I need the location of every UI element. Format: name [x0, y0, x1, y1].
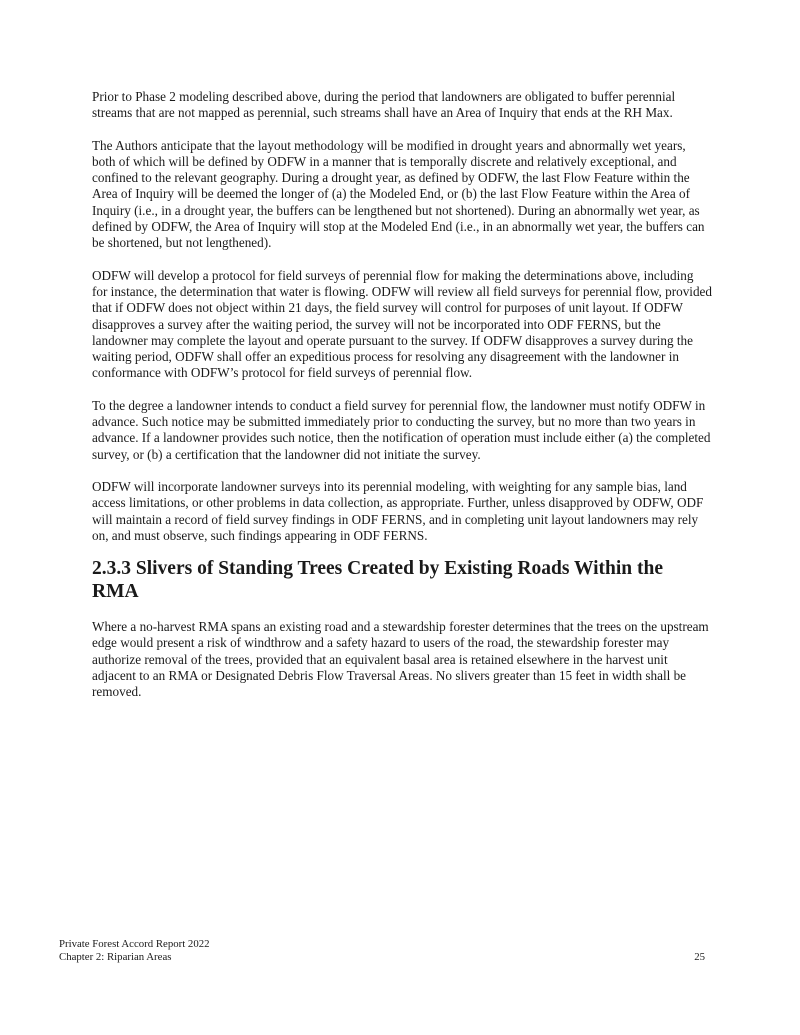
- page-content: [92, 89, 712, 717]
- paragraph-drought-years: The Authors anticipate that the layout methodology will be modified in drought years and abnormally wet years, both of which will be defined by ODFW in a manner that is temporally discrete and relatively exceptional, and confined to the relevant geography. During a drought year, as defined by ODFW, the last Flow Feature within the Area of Inquiry will be deemed the longer of (a) the Modeled End, or (b) the last Flow Feature within the Area of Inquiry (i.e., in a drought year, the buffers can be lengthened but not shortened). During an abnormally wet year, as defined by ODFW, the Area of Inquiry will stop at the Modeled End (i.e., in an abnormally wet year, the buffers can be shortened, but not lengthened).: [92, 137, 705, 251]
- section-heading: 2.3.3 Slivers of Standing Trees Created by Existing Roads Within the RMA: [92, 558, 663, 603]
- paragraph-rh-max: Prior to Phase 2 modeling described above, during the period that landowners are obligated to buffer perennial streams that are not mapped as perennial, such streams shall have an Area of Inquiry that ends at the RH Max.: [92, 89, 676, 121]
- paragraph-odfw-incorporate: ODFW will incorporate landowner surveys into its perennial modeling, with weighting for any sample bias, land access limitations, or other problems in data collection, as appropriate. Further, unless disapproved by ODFW, ODF will maintain a record of field survey findings in ODF FERNS, and in completing unit layout landowners may rely on, and must observe, such findings appearing in ODF FERNS.: [92, 478, 704, 543]
- footer-report-title: Private Forest Accord Report 2022: [59, 938, 210, 950]
- paragraph-slivers: Where a no-harvest RMA spans an existing road and a stewardship forester determines that the trees on the upstream edge would present a risk of windthrow and a safety hazard to users of the road, the stewardship forester may authorize removal of the trees, provided that an equivalent basal area is retained elsewhere in the harvest unit adjacent to an RMA or Designated Debris Flow Traversal Areas. No slivers greater than 15 feet in width shall be removed.: [92, 619, 709, 700]
- page-number: 25: [694, 950, 705, 963]
- footer-left: [59, 938, 210, 963]
- paragraph-field-survey-protocol: ODFW will develop a protocol for field surveys of perennial flow for making the determinations above, including for instance, the determination that water is flowing. ODFW will review all field surveys for perennial flow, provided that if ODFW does not object within 21 days, the field survey will control for purposes of unit layout. If ODFW disapproves a survey after the waiting period, the survey will not be incorporated into ODF FERNS, but the landowner may complete the layout and operate pursuant to the survey. If ODFW disapproves a survey during the waiting period, ODFW shall offer an expeditious process for resolving any disagreement with the landowner in conformance with ODFW’s protocol for field surveys of perennial flow.: [92, 267, 713, 381]
- page-footer: [59, 938, 709, 963]
- paragraph-landowner-notice: To the degree a landowner intends to conduct a field survey for perennial flow, the landowner must notify ODFW in advance. Such notice may be submitted immediately prior to conducting the survey, but no more than two years in advance. If a landowner provides such notice, then the notification of operation must include either (a) the completed survey, or (b) a certification that the landowner did not initiate the survey.: [92, 397, 711, 462]
- footer-chapter: Chapter 2: Riparian Areas: [59, 950, 172, 963]
